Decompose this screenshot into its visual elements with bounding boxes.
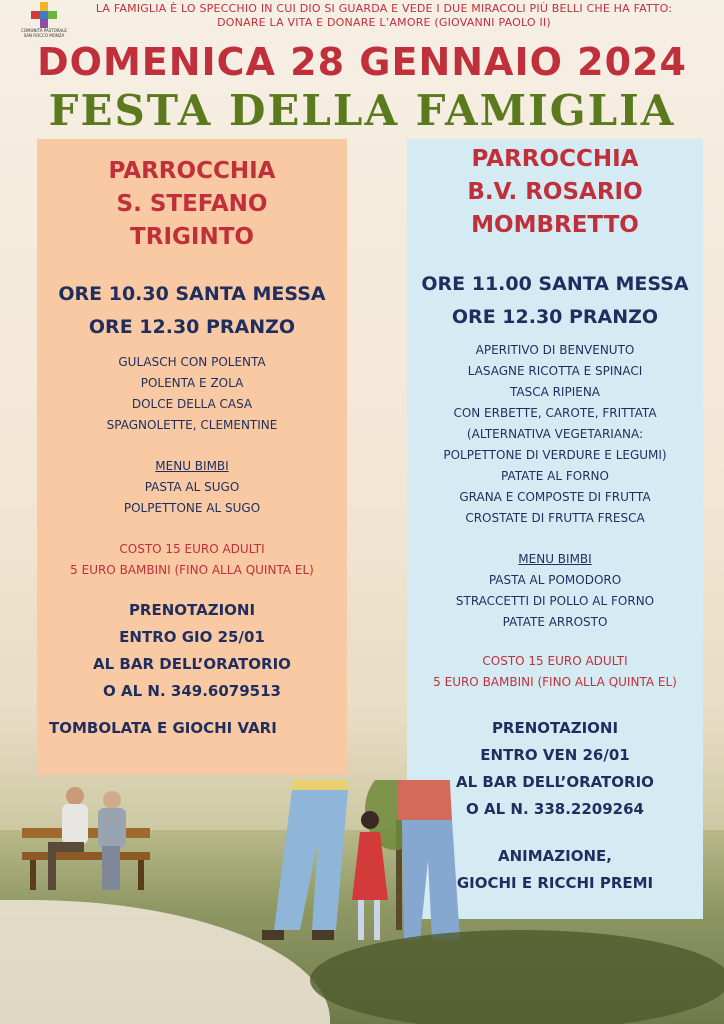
mother-icon bbox=[397, 780, 460, 940]
activities-line: TOMBOLATA E GIOCHI VARI bbox=[49, 719, 277, 737]
menu-item: GULASCH CON POLENTA bbox=[118, 355, 266, 369]
activities-line: ANIMAZIONE, bbox=[498, 847, 612, 865]
parish-name-line: TRIGINTO bbox=[130, 224, 254, 250]
kids-menu-title: MENU BIMBI bbox=[155, 459, 229, 473]
menu-item: DOLCE DELLA CASA bbox=[131, 397, 253, 411]
booking-line: ENTRO VEN 26/01 bbox=[480, 746, 630, 764]
family-illustration bbox=[0, 780, 724, 1024]
quote bbox=[84, 2, 684, 30]
parish-name-line: B.V. ROSARIO bbox=[467, 179, 643, 205]
menu-item: SPAGNOLETTE, CLEMENTINE bbox=[106, 418, 278, 432]
cost-line: COSTO 15 EURO ADULTI bbox=[119, 542, 265, 556]
menu-item: (ALTERNATIVA VEGETARIANA: bbox=[466, 427, 644, 441]
menu-item: PATATE AL FORNO bbox=[501, 469, 609, 483]
quote-line-2: DONARE LA VITA E DONARE L’AMORE (GIOVANNI PAOLO II) bbox=[217, 16, 551, 29]
kids-menu-item: PATATE ARROSTO bbox=[502, 615, 608, 629]
parish-name-line: MOMBRETTO bbox=[471, 212, 639, 238]
quote-line-1: LA FAMIGLIA È LO SPECCHIO IN CUI DIO SI GUARDA E VEDE I DUE MIRACOLI PIÙ BELLI CHE HA FATTO: bbox=[95, 2, 673, 15]
menu-item: CROSTATE DI FRUTTA FRESCA bbox=[465, 511, 645, 525]
menu-item: TASCA RIPIENA bbox=[509, 385, 601, 399]
kids-menu-item: POLPETTONE AL SUGO bbox=[123, 501, 261, 515]
cost-line: COSTO 15 EURO ADULTI bbox=[482, 654, 628, 668]
kids-menu-item: PASTA AL POMODORO bbox=[488, 573, 622, 587]
kids-menu-title: MENU BIMBI bbox=[518, 552, 592, 566]
booking-line: O AL N. 349.6079513 bbox=[103, 682, 281, 700]
cost-line: 5 EURO BAMBINI (FINO ALLA QUINTA EL) bbox=[433, 675, 677, 689]
booking-line: ENTRO GIO 25/01 bbox=[119, 628, 265, 646]
activities-line: GIOCHI E RICCHI PREMI bbox=[456, 874, 654, 892]
parish-name-line: PARROCCHIA bbox=[108, 158, 276, 184]
parish-panel-santo-stefano bbox=[37, 139, 347, 775]
elderly-couple-icon bbox=[48, 787, 126, 890]
menu-item: POLENTA E ZOLA bbox=[140, 376, 244, 390]
schedule-line: ORE 11.00 SANTA MESSA bbox=[421, 273, 689, 295]
menu-item: APERITIVO DI BENVENUTO bbox=[475, 343, 635, 357]
kids-menu-item: PASTA AL SUGO bbox=[144, 480, 240, 494]
event-date: DOMENICA 28 GENNAIO 2024 bbox=[37, 40, 687, 84]
booking-line: AL BAR DELL’ORATORIO bbox=[93, 655, 291, 673]
booking-line: AL BAR DELL’ORATORIO bbox=[456, 773, 654, 791]
menu-item: POLPETTONE DI VERDURE E LEGUMI) bbox=[443, 448, 667, 462]
event-title: FESTA DELLA FAMIGLIA bbox=[48, 86, 676, 135]
bushes bbox=[310, 930, 724, 1024]
menu-item: LASAGNE RICOTTA E SPINACI bbox=[467, 364, 643, 378]
schedule-line: ORE 12.30 PRANZO bbox=[88, 316, 296, 338]
parish-name-line: S. STEFANO bbox=[116, 191, 268, 217]
booking-line: PRENOTAZIONI bbox=[128, 601, 256, 619]
logo-text: COMUNITÀ PASTORALE SAN ROCCO MONZA bbox=[21, 28, 67, 38]
father-icon bbox=[262, 780, 348, 940]
kids-menu-item: STRACCETTI DI POLLO AL FORNO bbox=[455, 594, 655, 608]
schedule-line: ORE 12.30 PRANZO bbox=[451, 306, 659, 328]
menu-item: GRANA E COMPOSTE DI FRUTTA bbox=[459, 490, 651, 504]
schedule-line: ORE 10.30 SANTA MESSA bbox=[58, 283, 326, 305]
cross-logo-icon bbox=[31, 2, 57, 28]
cost-line: 5 EURO BAMBINI (FINO ALLA QUINTA EL) bbox=[70, 563, 314, 577]
booking-line: O AL N. 338.2209264 bbox=[466, 800, 644, 818]
menu-item: CON ERBETTE, CAROTE, FRITTATA bbox=[453, 406, 657, 420]
booking-line: PRENOTAZIONI bbox=[491, 719, 619, 737]
parish-name-line: PARROCCHIA bbox=[471, 146, 639, 172]
